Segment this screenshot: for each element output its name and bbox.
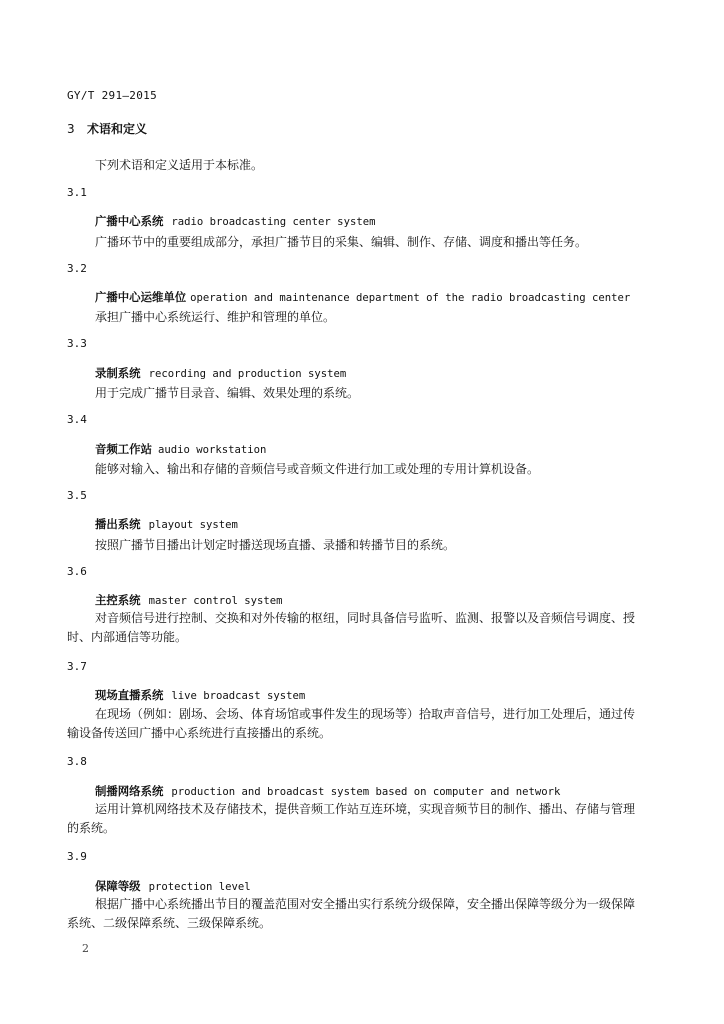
term-number: 3.7	[67, 660, 87, 673]
term-definition: 承担广播中心系统运行、维护和管理的单位。	[95, 310, 336, 324]
term-number: 3.1	[67, 186, 87, 199]
term-zh: 录制系统	[95, 366, 141, 380]
term-zh: 音频工作站	[95, 442, 152, 456]
term-en: master control system	[148, 595, 283, 607]
term-title	[95, 687, 305, 703]
section-number: 3	[67, 122, 75, 136]
term-definition: 用于完成广播节目录音、编辑、效果处理的系统。	[95, 386, 360, 400]
term-zh: 现场直播系统	[95, 688, 164, 702]
intro-text: 下列术语和定义适用于本标准。	[95, 158, 264, 172]
term-zh: 播出系统	[95, 517, 141, 531]
term-en: operation and maintenance department of the radio broadcasting center	[190, 292, 631, 304]
term-en: protection level	[148, 881, 251, 893]
term-definition: 根据广播中心系统播出节目的覆盖范围对安全播出实行系统分级保障，安全播出保障等级分为一级保障系统、二级保障系统、三级保障系统。	[67, 897, 636, 930]
term-title	[95, 441, 266, 457]
term-title	[95, 516, 238, 532]
term-number: 3.4	[67, 413, 87, 426]
term-en: live broadcast system	[171, 690, 306, 702]
term-number: 3.8	[67, 755, 87, 768]
term-definition: 在现场（例如：剧场、会场、体育场馆或事件发生的现场等）拾取声音信号，进行加工处理后，通过传输设备传送回广播中心系统进行直接播出的系统。	[67, 707, 636, 740]
term-en: radio broadcasting center system	[171, 216, 376, 228]
term-number: 3.3	[67, 337, 87, 350]
section-title: 术语和定义	[87, 122, 148, 136]
term-title	[95, 289, 630, 305]
term-definition: 按照广播节目播出计划定时播送现场直播、录播和转播节目的系统。	[95, 538, 456, 552]
term-zh: 广播中心系统	[95, 214, 164, 228]
section-heading	[67, 120, 147, 137]
term-number: 3.2	[67, 262, 87, 275]
term-title	[95, 783, 560, 799]
term-en: audio workstation	[157, 444, 267, 456]
term-definition: 对音频信号进行控制、交换和对外传输的枢纽，同时具备信号监听、监测、报警以及音频信号调度、授时、内部通信等功能。	[67, 611, 636, 644]
term-zh: 制播网络系统	[95, 784, 164, 798]
term-number: 3.9	[67, 850, 87, 863]
term-en: production and broadcast system based on computer and network	[171, 786, 561, 798]
term-zh: 广播中心运维单位	[95, 290, 187, 304]
term-title	[95, 878, 251, 894]
term-title	[95, 365, 346, 381]
term-number: 3.6	[67, 565, 87, 578]
term-definition: 广播环节中的重要组成部分，承担广播节目的采集、编辑、制作、存储、调度和播出等任务。	[95, 235, 588, 249]
page-number: 2	[82, 942, 89, 955]
term-definition: 能够对输入、输出和存储的音频信号或音频文件进行加工或处理的专用计算机设备。	[95, 462, 540, 476]
term-zh: 主控系统	[95, 593, 141, 607]
term-definition: 运用计算机网络技术及存储技术，提供音频工作站互连环境，实现音频节目的制作、播出、存储与管理的系统。	[67, 802, 636, 835]
standard-code: GY/T 291—2015	[67, 89, 157, 102]
term-title	[95, 213, 375, 229]
term-en: playout system	[148, 519, 238, 531]
term-title	[95, 592, 283, 608]
term-zh: 保障等级	[95, 879, 141, 893]
term-en: recording and production system	[148, 368, 347, 380]
term-number: 3.5	[67, 489, 87, 502]
